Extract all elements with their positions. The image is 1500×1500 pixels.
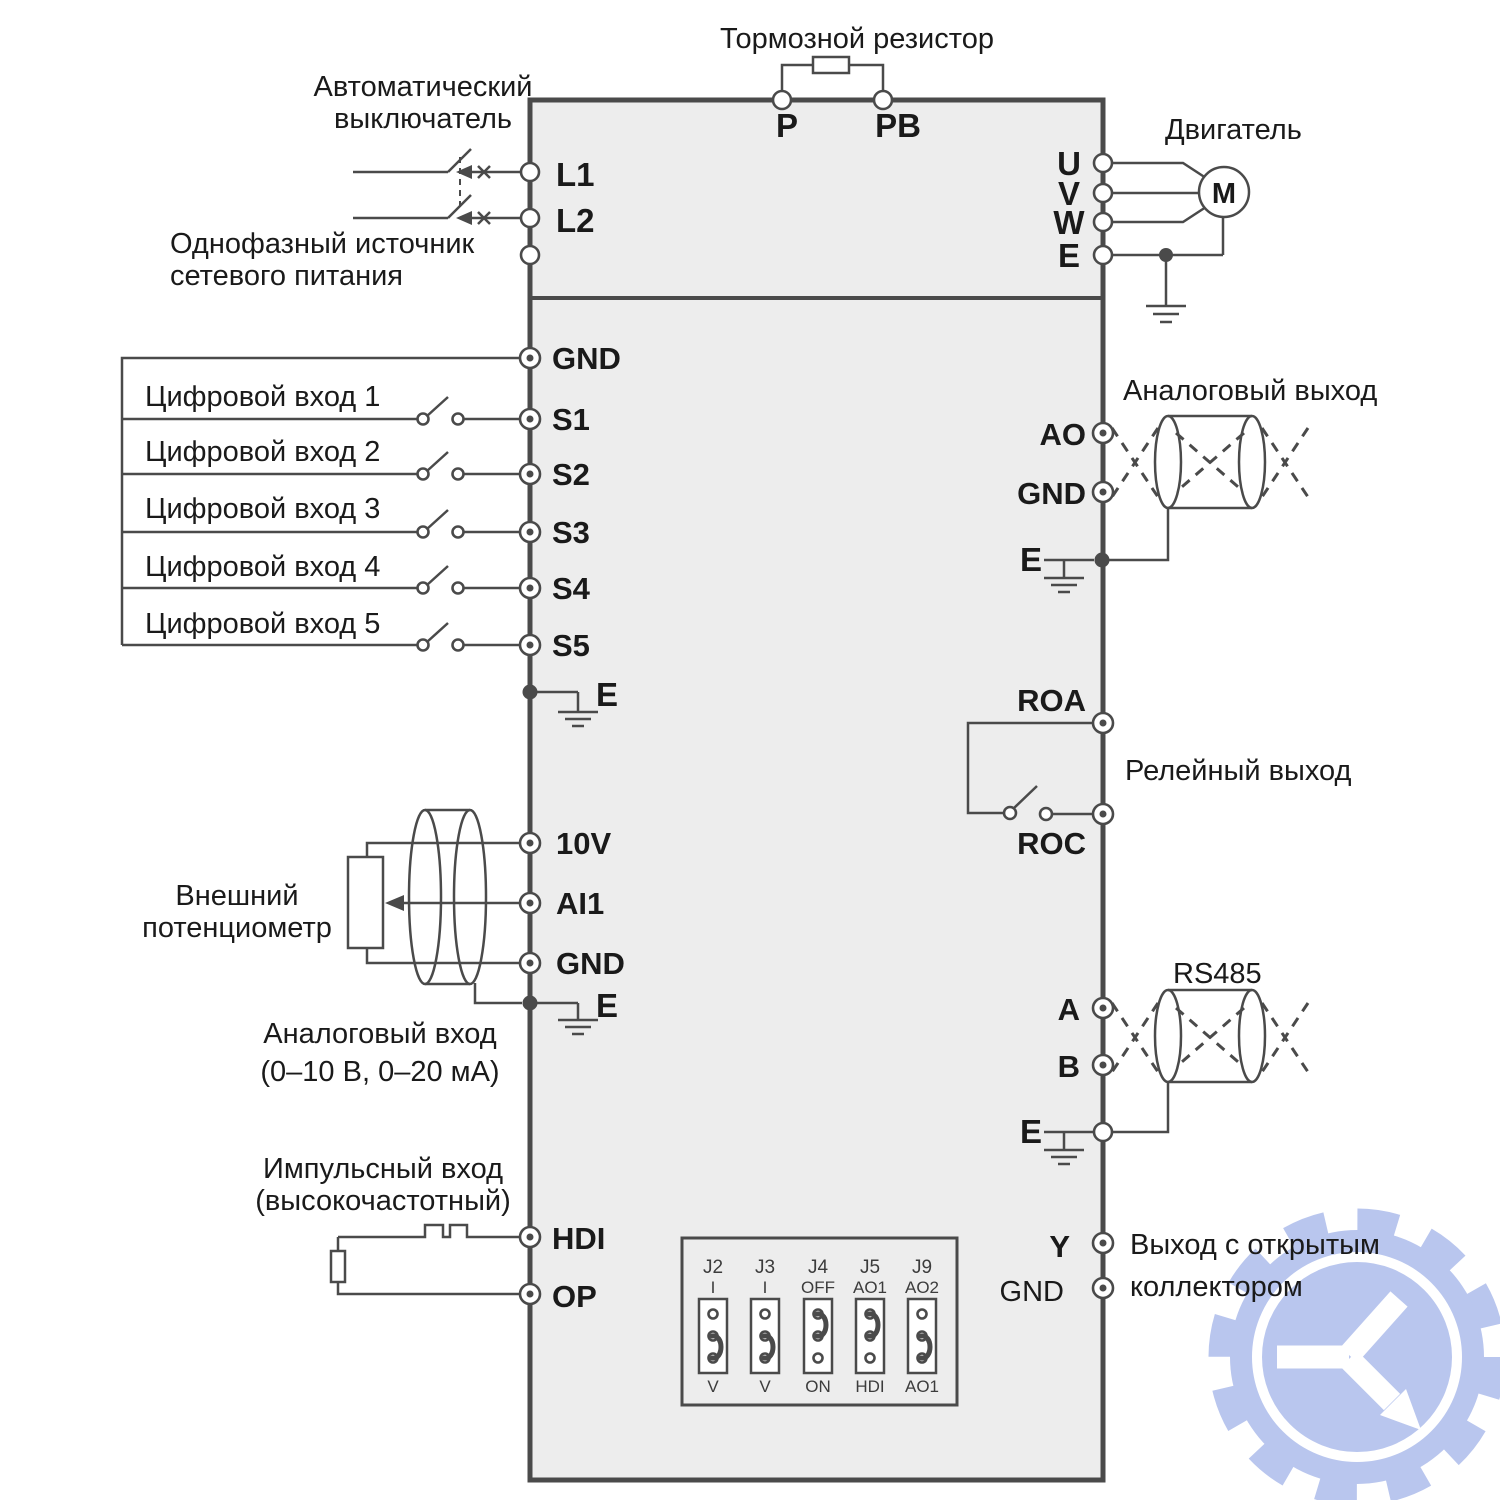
a-label: A <box>1057 992 1080 1027</box>
p-label: P <box>775 107 799 144</box>
breaker-label-line1: Автоматический <box>313 71 533 103</box>
rs485-label: RS485 <box>1173 958 1262 990</box>
digital-input-1-label: Цифровой вход 1 <box>145 381 381 413</box>
ao-label: AO <box>1039 417 1086 452</box>
jumper-top-label: I <box>762 1278 768 1297</box>
e-out-label: E <box>1057 237 1081 274</box>
l2-label: L2 <box>556 202 595 239</box>
jumper-top-label: I <box>710 1278 716 1297</box>
analog-input-label-line1: Аналоговый вход <box>263 1018 497 1050</box>
terminal-s1 <box>520 409 540 429</box>
jumper-top-label: AO1 <box>852 1278 888 1297</box>
terminal-roc <box>1093 804 1113 824</box>
terminal-op <box>520 1284 540 1304</box>
jumper-name: J4 <box>807 1257 829 1278</box>
jumper-bottom-label: AO1 <box>904 1377 940 1396</box>
brake-resistor-label: Тормозной резистор <box>720 23 994 55</box>
b-label: B <box>1057 1049 1080 1084</box>
terminal-gnd-mid <box>520 953 540 973</box>
potentiometer-icon <box>348 857 383 948</box>
l1-label: L1 <box>556 156 595 193</box>
breaker-label-line2: выключатель <box>333 103 513 135</box>
jumper-top-label: OFF <box>801 1278 835 1297</box>
pb-label: PB <box>875 107 921 144</box>
digital-input-2-label: Цифровой вход 2 <box>145 436 381 468</box>
s1-label: S1 <box>552 402 590 437</box>
jumper-name: J2 <box>702 1257 724 1278</box>
roa-label: ROA <box>1017 683 1086 718</box>
e-analog-label: E <box>596 987 619 1024</box>
terminal-gnd-y <box>1093 1278 1113 1298</box>
motor-m-label: M <box>1211 178 1237 210</box>
10v-label: 10V <box>556 826 612 861</box>
terminal-u <box>1094 154 1112 172</box>
digital-input-5-label: Цифровой вход 5 <box>145 608 381 640</box>
terminal-roa <box>1093 713 1113 733</box>
terminal-y <box>1093 1233 1113 1253</box>
ai1-label: AI1 <box>556 886 605 921</box>
jumper-name: J3 <box>754 1257 776 1278</box>
open-collector-label-line1: Выход с открытым <box>1130 1229 1380 1261</box>
jumper-name: J9 <box>911 1257 933 1278</box>
jumper-name: J5 <box>859 1257 881 1278</box>
terminal-s2 <box>520 464 540 484</box>
open-collector-label-line2: коллектором <box>1130 1271 1303 1303</box>
digital-input-3-label: Цифровой вход 3 <box>145 493 381 525</box>
op-label: OP <box>552 1279 597 1314</box>
terminal-e-rs485 <box>1094 1123 1112 1141</box>
terminal-w <box>1094 213 1112 231</box>
analog-input-label-line2: (0–10 В, 0–20 мА) <box>260 1056 500 1088</box>
pot-label-line1: Внешний <box>175 880 299 912</box>
roc-label: ROC <box>1017 826 1086 861</box>
relay-output-label: Релейный выход <box>1125 755 1352 787</box>
gnd-mid-label: GND <box>556 946 625 981</box>
terminal-pe <box>521 246 539 264</box>
terminal-e-out <box>1094 246 1112 264</box>
junction-dot <box>523 685 538 700</box>
terminal-ao <box>1093 423 1113 443</box>
jumper-top-label: AO2 <box>904 1278 940 1297</box>
terminal-hdi <box>520 1227 540 1247</box>
jumper-bottom-label: ON <box>805 1377 831 1396</box>
u-label: U <box>1057 145 1081 182</box>
analog-output-label: Аналоговый выход <box>1123 375 1378 407</box>
s3-label: S3 <box>552 515 590 550</box>
y-label: Y <box>1049 1229 1070 1264</box>
terminal-ai1 <box>520 893 540 913</box>
gnd-ao-label: GND <box>1017 476 1086 511</box>
hdi-label: HDI <box>552 1221 606 1256</box>
s5-label: S5 <box>552 628 590 663</box>
terminal-v <box>1094 184 1112 202</box>
e-rs485-label: E <box>1019 1113 1042 1150</box>
junction-dot <box>1159 248 1173 262</box>
terminal-gnd-top <box>520 348 540 368</box>
terminal-b <box>1093 1055 1113 1075</box>
terminal-a <box>1093 998 1113 1018</box>
terminal-l2 <box>521 209 539 227</box>
w-label: W <box>1053 204 1085 241</box>
s2-label: S2 <box>552 457 590 492</box>
motor-label: Двигатель <box>1165 114 1302 146</box>
terminal-s4 <box>520 578 540 598</box>
supply-label-line2: сетевого питания <box>170 260 403 292</box>
pulse-label-line2: (высокочастотный) <box>255 1185 511 1217</box>
terminal-s3 <box>520 522 540 542</box>
e-ao-label: E <box>1019 541 1042 578</box>
pulse-label-line1: Импульсный вход <box>263 1153 503 1185</box>
s4-label: S4 <box>552 571 590 606</box>
jumper-bottom-label: V <box>759 1377 771 1396</box>
v-label: V <box>1057 175 1081 212</box>
resistor-icon <box>331 1251 345 1282</box>
jumper-bottom-label: HDI <box>855 1377 885 1396</box>
terminal-s5 <box>520 635 540 655</box>
terminal-gnd-ao <box>1093 482 1113 502</box>
digital-input-4-label: Цифровой вход 4 <box>145 551 381 583</box>
jumper-bottom-label: V <box>707 1377 719 1396</box>
e-digital-label: E <box>596 676 619 713</box>
terminal-l1 <box>521 163 539 181</box>
watermark-gear-logo <box>1220 1220 1494 1494</box>
junction-dot <box>1095 553 1110 568</box>
terminal-10v <box>520 833 540 853</box>
gnd-y-label: GND <box>999 1276 1064 1308</box>
pot-label-line2: потенциометр <box>142 912 332 944</box>
resistor-icon <box>813 57 849 73</box>
gnd-top-label: GND <box>552 341 621 376</box>
supply-label-line1: Однофазный источник <box>170 228 475 260</box>
